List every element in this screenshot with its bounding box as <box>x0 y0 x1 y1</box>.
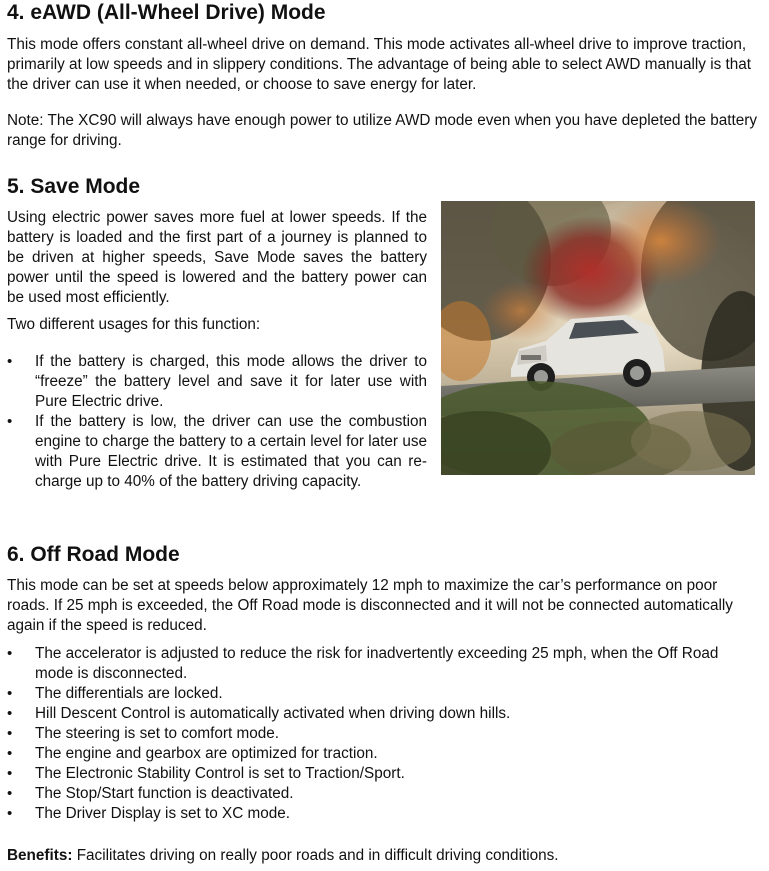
section-5-heading: 5. Save Mode <box>7 175 141 198</box>
benefits-label: Benefits: <box>7 847 73 864</box>
section-4-note: Note: The XC90 will always have enough power to utilize AWD mode even when you have depleted the battery range for driving. <box>7 112 757 149</box>
section-6-heading: 6. Off Road Mode <box>7 543 180 566</box>
section-6-paragraph: This mode can be set at speeds below approximately 12 mph to maximize the car’s performance on poor roads. If 25 mph is exceeded, the Off Road mode is disconnected and it will not be connected automatically again if the speed is reduced. <box>7 577 733 634</box>
list-item: • The accelerator is adjusted to reduce the risk for inadvertently exceeding 25 mph, when the Off Road mode is disconnected. <box>7 644 759 684</box>
list-item: • The differentials are locked. <box>7 684 759 704</box>
list-item: • The Stop/Start function is deactivated. <box>7 784 759 804</box>
section-5-paragraph: Using electric power saves more fuel at lower speeds. If the battery is loaded and the first part of a journey is planned to be driven at higher speeds, Save Mode saves the battery power until the speed is lowered and the battery power can be used most efficiently. <box>7 209 427 306</box>
list-item: • The engine and gearbox are optimized for traction. <box>7 744 759 764</box>
section-6-bullet-list <box>7 644 759 824</box>
section-5-bullet-list <box>7 352 427 492</box>
list-item: • The Electronic Stability Control is set to Traction/Sport. <box>7 764 759 784</box>
list-item: • Hill Descent Control is automatically activated when driving down hills. <box>7 704 759 724</box>
list-item: • If the battery is charged, this mode allows the driver to “freeze” the battery level and save it for later use with Pure Electric drive. <box>7 352 427 412</box>
suv-photo <box>441 201 755 475</box>
section-6-benefits <box>7 846 759 866</box>
list-item: • The steering is set to comfort mode. <box>7 724 759 744</box>
list-item: • The Driver Display is set to XC mode. <box>7 804 759 824</box>
section-4-heading: 4. eAWD (All-Wheel Drive) Mode <box>7 1 326 24</box>
section-4-paragraph: This mode offers constant all-wheel drive on demand. This mode activates all-wheel drive to improve traction, primarily at low speeds and in slippery conditions. The advantage of being able to select AWD manually is that the driver can use it when needed, or choose to save energy for later. <box>7 36 752 93</box>
benefits-text: Facilitates driving on really poor roads and in difficult driving conditions. <box>72 847 559 864</box>
list-item: • If the battery is low, the driver can use the combustion engine to charge the battery to a certain level for later use with Pure Electric drive. It is estimated that you can re-charge up to 40% of the battery driving capacity. <box>7 412 427 492</box>
suv-photo-illustration <box>441 201 755 475</box>
section-5-usages-intro: Two different usages for this function: <box>7 316 261 333</box>
